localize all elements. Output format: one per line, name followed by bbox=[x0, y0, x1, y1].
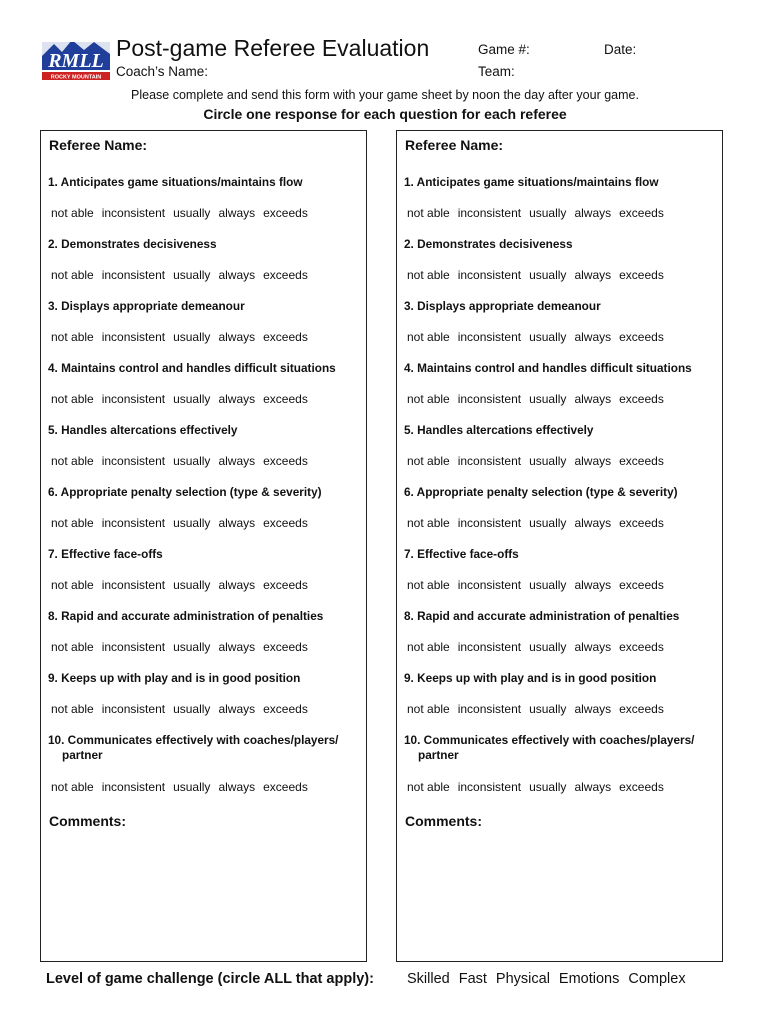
question-8: 8. Rapid and accurate administration of penalties bbox=[48, 609, 324, 623]
rating-option[interactable]: exceeds bbox=[619, 268, 664, 282]
instructions: Please complete and send this form with your game sheet by noon the day after your game. bbox=[131, 88, 639, 102]
date-label: Date: bbox=[604, 42, 637, 57]
rating-option[interactable]: exceeds bbox=[263, 780, 308, 794]
rating-option[interactable]: always bbox=[218, 454, 256, 468]
rating-option[interactable]: always bbox=[574, 640, 612, 654]
rating-option[interactable]: inconsistent bbox=[457, 330, 522, 344]
rating-option[interactable]: usually bbox=[173, 780, 211, 794]
rating-options-9 bbox=[407, 702, 672, 716]
circle-instruction: Circle one response for each question for each referee bbox=[203, 106, 567, 122]
challenge-option-physical[interactable]: Physical bbox=[495, 971, 550, 987]
rating-option[interactable]: always bbox=[218, 702, 256, 716]
rating-option[interactable]: not able bbox=[51, 702, 94, 716]
rating-option[interactable]: inconsistent bbox=[457, 516, 522, 530]
rating-option[interactable]: not able bbox=[407, 578, 450, 592]
question-5: 5. Handles altercations effectively bbox=[48, 423, 238, 437]
question-7: 7. Effective face-offs bbox=[48, 547, 163, 561]
rating-option[interactable]: inconsistent bbox=[457, 454, 522, 468]
game-number-label: Game #: bbox=[478, 42, 530, 57]
challenge-option-emotions[interactable]: Emotions bbox=[558, 971, 620, 987]
rating-option[interactable]: always bbox=[218, 578, 256, 592]
rating-option[interactable]: always bbox=[574, 780, 612, 794]
rmll-logo bbox=[40, 36, 112, 82]
logo-letters: RMLL bbox=[48, 50, 104, 72]
rating-option[interactable]: exceeds bbox=[263, 578, 308, 592]
rating-option[interactable]: exceeds bbox=[619, 206, 664, 220]
comments-label: Comments: bbox=[49, 813, 127, 829]
rating-option[interactable]: not able bbox=[51, 578, 94, 592]
rating-option[interactable]: inconsistent bbox=[101, 454, 166, 468]
rating-option[interactable]: always bbox=[574, 702, 612, 716]
rating-option[interactable]: always bbox=[218, 268, 256, 282]
challenge-option-complex[interactable]: Complex bbox=[628, 971, 686, 987]
rating-option[interactable]: usually bbox=[529, 206, 567, 220]
rating-option[interactable]: always bbox=[218, 640, 256, 654]
rating-option[interactable]: usually bbox=[529, 268, 567, 282]
rating-option[interactable]: always bbox=[574, 392, 612, 406]
rating-option[interactable]: exceeds bbox=[619, 702, 664, 716]
question-10: 10. Communicates effectively with coaches/players/ partner bbox=[404, 733, 695, 762]
rating-option[interactable]: usually bbox=[173, 640, 211, 654]
challenge-label: Level of game challenge (circle ALL that apply): bbox=[46, 971, 374, 987]
question-3: 3. Displays appropriate demeanour bbox=[404, 299, 601, 313]
question-10: 10. Communicates effectively with coaches/players/ partner bbox=[48, 733, 339, 762]
rating-options-3 bbox=[407, 330, 672, 344]
rating-option[interactable]: exceeds bbox=[619, 640, 664, 654]
question-9: 9. Keeps up with play and is in good position bbox=[48, 671, 301, 685]
rating-option[interactable]: not able bbox=[51, 392, 94, 406]
rating-option[interactable]: usually bbox=[529, 330, 567, 344]
rating-options-9 bbox=[51, 702, 316, 716]
rating-option[interactable]: exceeds bbox=[619, 780, 664, 794]
rating-options-4 bbox=[407, 392, 672, 406]
rating-option[interactable]: inconsistent bbox=[457, 578, 522, 592]
rating-option[interactable]: always bbox=[574, 330, 612, 344]
rating-option[interactable]: usually bbox=[173, 268, 211, 282]
rating-option[interactable]: inconsistent bbox=[101, 702, 166, 716]
rating-option[interactable]: exceeds bbox=[619, 454, 664, 468]
question-1: 1. Anticipates game situations/maintains flow bbox=[48, 175, 303, 189]
rating-option[interactable]: not able bbox=[407, 640, 450, 654]
rating-option[interactable]: usually bbox=[529, 780, 567, 794]
referee-name-label: Referee Name: bbox=[405, 137, 504, 153]
rating-option[interactable]: inconsistent bbox=[457, 640, 522, 654]
challenge-option-fast[interactable]: Fast bbox=[458, 971, 487, 987]
referee-panel-2 bbox=[396, 130, 723, 962]
rating-option[interactable]: usually bbox=[173, 578, 211, 592]
rating-option[interactable]: always bbox=[574, 206, 612, 220]
rating-option[interactable]: not able bbox=[407, 206, 450, 220]
rating-options-2 bbox=[407, 268, 672, 282]
question-9: 9. Keeps up with play and is in good position bbox=[404, 671, 657, 685]
rating-option[interactable]: inconsistent bbox=[457, 702, 522, 716]
rating-option[interactable]: always bbox=[574, 454, 612, 468]
referee-name-label: Referee Name: bbox=[49, 137, 148, 153]
rating-option[interactable]: always bbox=[574, 268, 612, 282]
challenge-option-skilled[interactable]: Skilled bbox=[407, 971, 450, 987]
rating-option[interactable]: exceeds bbox=[619, 516, 664, 530]
rating-option[interactable]: inconsistent bbox=[457, 206, 522, 220]
rating-option[interactable]: exceeds bbox=[619, 392, 664, 406]
rating-option[interactable]: usually bbox=[173, 454, 211, 468]
rating-option[interactable]: exceeds bbox=[263, 640, 308, 654]
rating-options-1 bbox=[51, 206, 316, 220]
rating-option[interactable]: usually bbox=[173, 516, 211, 530]
question-2: 2. Demonstrates decisiveness bbox=[404, 237, 573, 251]
rating-option[interactable]: usually bbox=[529, 578, 567, 592]
rating-option[interactable]: not able bbox=[51, 454, 94, 468]
rating-option[interactable]: exceeds bbox=[619, 330, 664, 344]
rating-option[interactable]: not able bbox=[407, 392, 450, 406]
rating-options-7 bbox=[407, 578, 672, 592]
rating-option[interactable]: inconsistent bbox=[101, 640, 166, 654]
rating-option[interactable]: always bbox=[574, 516, 612, 530]
rating-option[interactable]: usually bbox=[173, 392, 211, 406]
rating-option[interactable]: inconsistent bbox=[457, 392, 522, 406]
comments-label: Comments: bbox=[405, 813, 483, 829]
rating-options-8 bbox=[51, 640, 316, 654]
rating-options-3 bbox=[51, 330, 316, 344]
rating-option[interactable]: exceeds bbox=[263, 268, 308, 282]
rating-options-5 bbox=[51, 454, 316, 468]
rating-option[interactable]: usually bbox=[173, 702, 211, 716]
rating-option[interactable]: always bbox=[218, 392, 256, 406]
rating-option[interactable]: not able bbox=[51, 268, 94, 282]
question-3: 3. Displays appropriate demeanour bbox=[48, 299, 245, 313]
rating-option[interactable]: not able bbox=[51, 640, 94, 654]
form-title: Post-game Referee Evaluation bbox=[116, 35, 430, 61]
rating-option[interactable]: always bbox=[574, 578, 612, 592]
rating-option[interactable]: usually bbox=[529, 516, 567, 530]
rating-option[interactable]: not able bbox=[407, 780, 450, 794]
rating-option[interactable]: not able bbox=[407, 516, 450, 530]
rating-option[interactable]: not able bbox=[51, 206, 94, 220]
rating-options-6 bbox=[51, 516, 316, 530]
rating-option[interactable]: not able bbox=[51, 330, 94, 344]
rating-option[interactable]: exceeds bbox=[263, 206, 308, 220]
rating-option[interactable]: not able bbox=[51, 780, 94, 794]
team-label: Team: bbox=[478, 64, 515, 79]
rating-option[interactable]: usually bbox=[173, 206, 211, 220]
coach-name-label: Coach’s Name: bbox=[116, 64, 209, 79]
question-5: 5. Handles altercations effectively bbox=[404, 423, 594, 437]
rating-option[interactable]: inconsistent bbox=[101, 206, 166, 220]
rating-option[interactable]: exceeds bbox=[263, 330, 308, 344]
rating-option[interactable]: inconsistent bbox=[457, 780, 522, 794]
rating-option[interactable]: inconsistent bbox=[101, 392, 166, 406]
rating-option[interactable]: exceeds bbox=[263, 454, 308, 468]
rating-option[interactable]: not able bbox=[51, 516, 94, 530]
rating-option[interactable]: exceeds bbox=[263, 516, 308, 530]
question-4: 4. Maintains control and handles difficult situations bbox=[404, 361, 692, 375]
rating-option[interactable]: not able bbox=[407, 702, 450, 716]
rating-options-4 bbox=[51, 392, 316, 406]
logo-subtitle: ROCKY MOUNTAIN bbox=[50, 74, 102, 81]
rating-option[interactable]: always bbox=[218, 330, 256, 344]
rating-option[interactable]: usually bbox=[529, 702, 567, 716]
rating-options-6 bbox=[407, 516, 672, 530]
rating-option[interactable]: inconsistent bbox=[101, 516, 166, 530]
rating-option[interactable]: usually bbox=[529, 392, 567, 406]
rating-options-5 bbox=[407, 454, 672, 468]
rating-option[interactable]: exceeds bbox=[619, 578, 664, 592]
rating-options-2 bbox=[51, 268, 316, 282]
question-2: 2. Demonstrates decisiveness bbox=[48, 237, 217, 251]
question-8: 8. Rapid and accurate administration of penalties bbox=[404, 609, 680, 623]
rating-option[interactable]: usually bbox=[173, 330, 211, 344]
rating-option[interactable]: exceeds bbox=[263, 702, 308, 716]
rating-options-10 bbox=[51, 780, 316, 794]
rating-option[interactable]: not able bbox=[407, 330, 450, 344]
rating-option[interactable]: inconsistent bbox=[457, 268, 522, 282]
rating-options-1 bbox=[407, 206, 672, 220]
referee-panel-1 bbox=[40, 130, 367, 962]
question-6: 6. Appropriate penalty selection (type & severity) bbox=[404, 485, 678, 499]
rating-option[interactable]: usually bbox=[529, 640, 567, 654]
rating-option[interactable]: always bbox=[218, 516, 256, 530]
challenge-options bbox=[407, 971, 695, 987]
rating-option[interactable]: inconsistent bbox=[101, 578, 166, 592]
rating-option[interactable]: inconsistent bbox=[101, 780, 166, 794]
rating-option[interactable]: not able bbox=[407, 454, 450, 468]
rating-option[interactable]: inconsistent bbox=[101, 330, 166, 344]
question-7: 7. Effective face-offs bbox=[404, 547, 519, 561]
rating-option[interactable]: always bbox=[218, 206, 256, 220]
question-4: 4. Maintains control and handles difficult situations bbox=[48, 361, 336, 375]
rating-option[interactable]: usually bbox=[529, 454, 567, 468]
rating-options-8 bbox=[407, 640, 672, 654]
rating-option[interactable]: exceeds bbox=[263, 392, 308, 406]
rating-options-7 bbox=[51, 578, 316, 592]
rating-option[interactable]: inconsistent bbox=[101, 268, 166, 282]
question-6: 6. Appropriate penalty selection (type & severity) bbox=[48, 485, 322, 499]
rating-option[interactable]: always bbox=[218, 780, 256, 794]
rating-option[interactable]: not able bbox=[407, 268, 450, 282]
rating-options-10 bbox=[407, 780, 672, 794]
question-1: 1. Anticipates game situations/maintains flow bbox=[404, 175, 659, 189]
